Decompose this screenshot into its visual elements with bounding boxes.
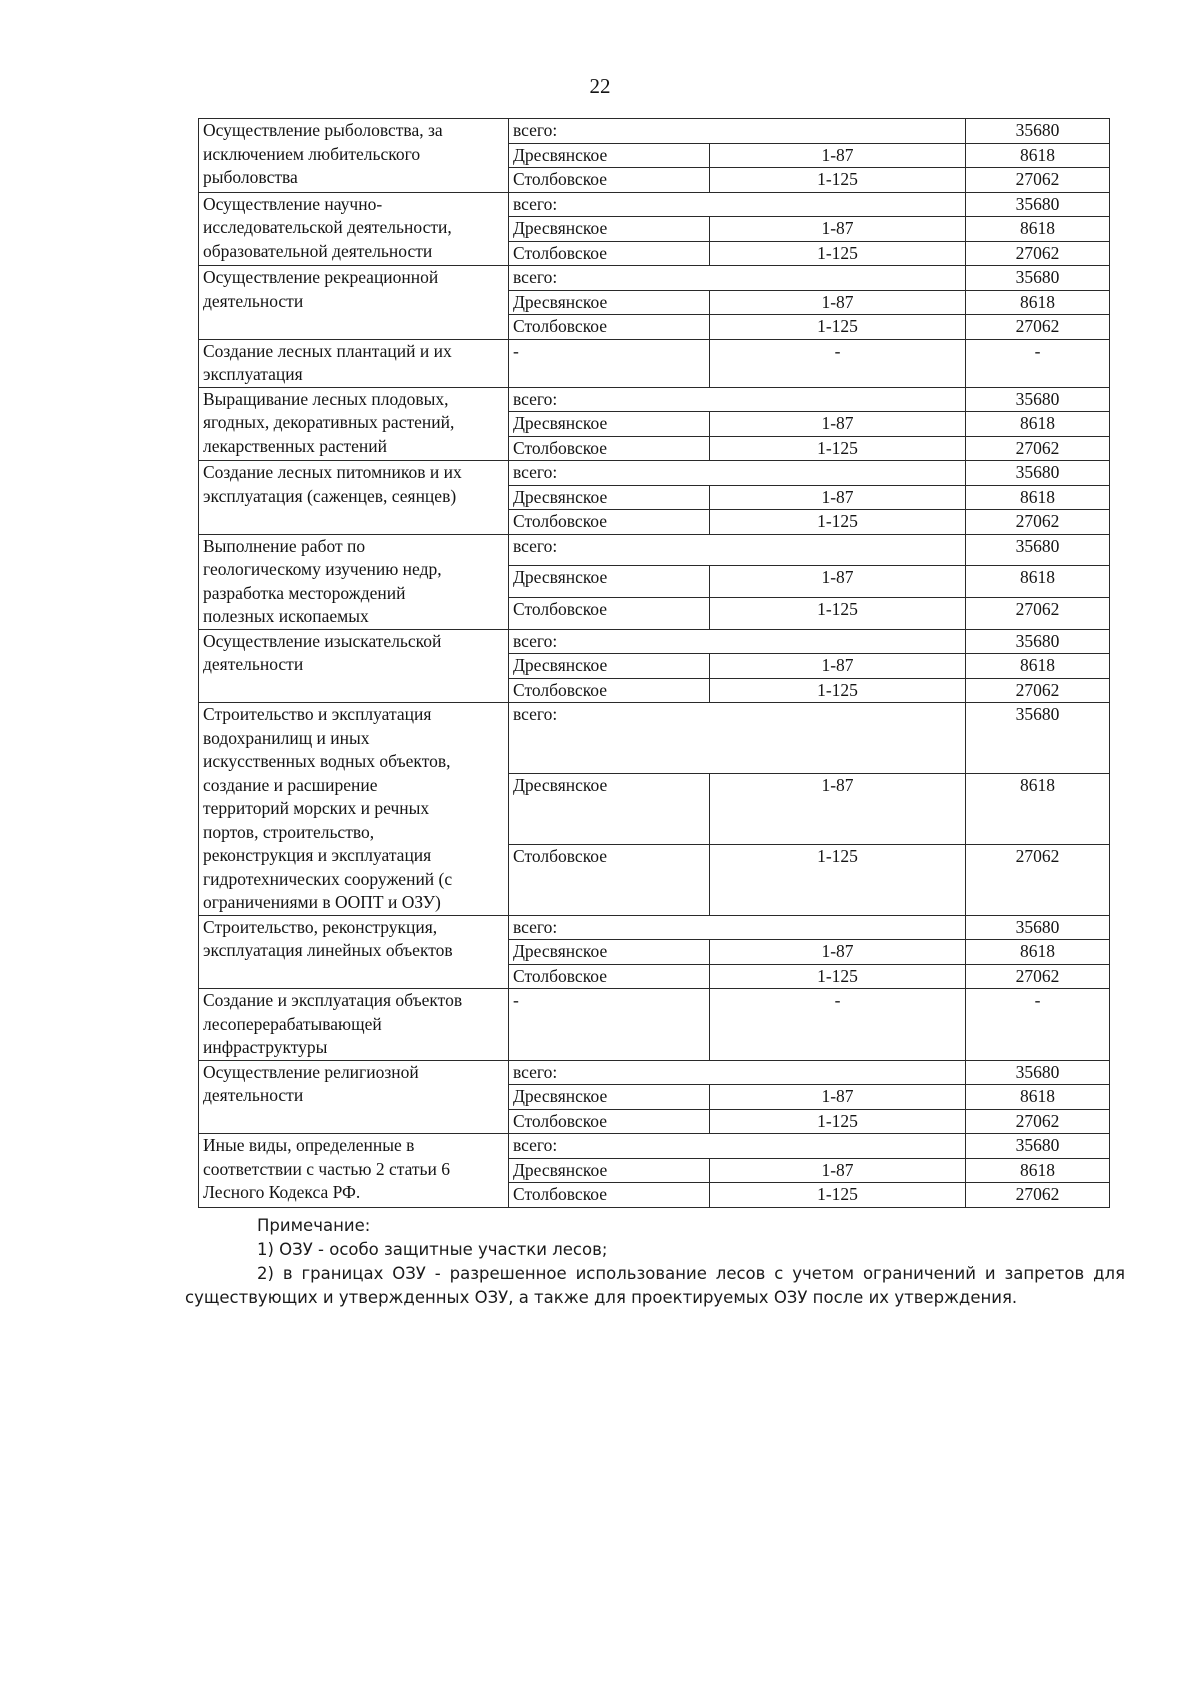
total-label: всего: [509, 387, 966, 412]
activity-line: Осуществление изыскательской [203, 630, 442, 651]
forestry-name: Дресвянское [509, 1085, 710, 1110]
activity-line: портов, строительство, [203, 821, 375, 842]
table-row [199, 1134, 1110, 1159]
activity-cell [199, 119, 509, 193]
total-label: всего: [509, 915, 966, 940]
quarter-range: 1-87 [710, 290, 966, 315]
area-value: 27062 [966, 964, 1110, 989]
forestry-name: Дресвянское [509, 217, 710, 242]
area-value: 27062 [966, 844, 1110, 915]
total-value: 35680 [966, 119, 1110, 144]
area-value: 8618 [966, 143, 1110, 168]
forestry-name: Дресвянское [509, 1158, 710, 1183]
area-value: 27062 [966, 315, 1110, 340]
forestry-name: Дресвянское [509, 654, 710, 679]
dash-cell: - [966, 339, 1110, 387]
forestry-name: Столбовское [509, 1183, 710, 1208]
dash-cell: - [509, 339, 710, 387]
activity-cell [199, 629, 509, 703]
note-item: 2) в границах ОЗУ - разрешенное использование лесов с учетом ограничений и запретов для существующих и утвержденных ОЗУ, а также для проектируемых ОЗУ после их утверждения. [185, 1264, 1125, 1307]
area-value: 8618 [966, 412, 1110, 437]
activity-line: Строительство и эксплуатация [203, 704, 432, 724]
total-label: всего: [509, 192, 966, 217]
activity-cell [199, 1134, 509, 1208]
dash-cell: - [509, 989, 710, 1061]
area-value: 8618 [966, 1158, 1110, 1183]
activity-line: лекарственных растений [203, 435, 388, 456]
activity-line: Создание лесных питомников и их [203, 462, 462, 482]
quarter-range: 1-87 [710, 412, 966, 437]
area-value: 27062 [966, 168, 1110, 193]
total-value: 35680 [966, 266, 1110, 291]
activity-line: рыболовства [203, 167, 298, 187]
forestry-name: Столбовское [509, 168, 710, 193]
quarter-range: 1-125 [710, 964, 966, 989]
forest-use-table [198, 118, 1110, 1208]
dash-cell: - [966, 989, 1110, 1061]
activity-line: эксплуатация [203, 364, 303, 384]
quarter-range: 1-87 [710, 773, 966, 844]
activity-line: Осуществление рыболовства, за [203, 120, 443, 140]
total-label: всего: [509, 629, 966, 654]
note-item: 1) ОЗУ - особо защитные участки лесов; [257, 1240, 608, 1259]
table-row [199, 989, 1110, 1061]
activity-line: Осуществление научно- [203, 193, 383, 214]
activity-line: Выращивание лесных плодовых, [203, 388, 449, 409]
activity-line: деятельности [203, 654, 304, 674]
total-value: 35680 [966, 534, 1110, 566]
quarter-range: 1-125 [710, 678, 966, 703]
area-value: 8618 [966, 217, 1110, 242]
table-row [199, 915, 1110, 940]
total-value: 35680 [966, 1060, 1110, 1085]
quarter-range: 1-87 [710, 654, 966, 679]
quarter-range: 1-125 [710, 844, 966, 915]
activity-line: эксплуатация линейных объектов [203, 940, 453, 960]
activity-line: Иные виды, определенные в [203, 1135, 415, 1155]
activity-line: Осуществление рекреационной [203, 267, 439, 287]
total-value: 35680 [966, 1134, 1110, 1159]
area-value: 27062 [966, 241, 1110, 266]
area-value: 27062 [966, 678, 1110, 703]
forestry-name: Столбовское [509, 678, 710, 703]
table-row [199, 192, 1110, 217]
area-value: 27062 [966, 510, 1110, 535]
quarter-range: 1-87 [710, 217, 966, 242]
activity-line: ягодных, декоративных растений, [203, 412, 455, 432]
activity-cell [199, 703, 509, 916]
quarter-range: 1-125 [710, 436, 966, 461]
table-row [199, 461, 1110, 486]
activity-cell [199, 1060, 509, 1134]
table-row [199, 266, 1110, 291]
activity-line: Лесного Кодекса РФ. [203, 1182, 361, 1202]
forestry-name: Столбовское [509, 241, 710, 266]
total-value: 35680 [966, 915, 1110, 940]
forestry-name: Столбовское [509, 510, 710, 535]
activity-line: деятельности [203, 290, 304, 311]
activity-line: инфраструктуры [203, 1037, 328, 1057]
activity-line: Выполнение работ по [203, 535, 366, 556]
table-row [199, 119, 1110, 144]
activity-line: исследовательской деятельности, [203, 217, 452, 237]
table-row [199, 339, 1110, 387]
area-value: 8618 [966, 566, 1110, 598]
forestry-name: Дресвянское [509, 412, 710, 437]
table-row [199, 534, 1110, 566]
total-value: 35680 [966, 387, 1110, 412]
total-label: всего: [509, 461, 966, 486]
quarter-range: 1-125 [710, 597, 966, 629]
activity-cell [199, 461, 509, 535]
forestry-name: Дресвянское [509, 485, 710, 510]
area-value: 27062 [966, 1109, 1110, 1134]
activity-line: Осуществление религиозной [203, 1061, 419, 1082]
total-label: всего: [509, 703, 966, 774]
forestry-name: Дресвянское [509, 566, 710, 598]
activity-line: эксплуатация (саженцев, сеянцев) [203, 485, 457, 506]
activity-line: гидротехнических сооружений (с [203, 868, 453, 889]
total-value: 35680 [966, 703, 1110, 774]
area-value: 8618 [966, 773, 1110, 844]
activity-cell [199, 915, 509, 989]
forestry-name: Столбовское [509, 436, 710, 461]
forestry-name: Столбовское [509, 597, 710, 629]
dash-cell: - [710, 989, 966, 1061]
quarter-range: 1-125 [710, 241, 966, 266]
quarter-range: 1-125 [710, 1109, 966, 1134]
forestry-name: Столбовское [509, 844, 710, 915]
activity-cell [199, 266, 509, 340]
activity-cell [199, 192, 509, 266]
total-label: всего: [509, 534, 966, 566]
activity-line: соответствии с частью 2 статьи 6 [203, 1158, 450, 1179]
area-value: 8618 [966, 1085, 1110, 1110]
area-value: 8618 [966, 290, 1110, 315]
activity-cell [199, 387, 509, 461]
page-number: 22 [589, 74, 611, 98]
area-value: 27062 [966, 597, 1110, 629]
quarter-range: 1-125 [710, 315, 966, 340]
quarter-range: 1-125 [710, 510, 966, 535]
forestry-name: Дресвянское [509, 773, 710, 844]
activity-line: исключением любительского [203, 143, 421, 164]
activity-line: разработка месторождений [203, 582, 406, 603]
total-label: всего: [509, 119, 966, 144]
area-value: 27062 [966, 436, 1110, 461]
total-label: всего: [509, 1060, 966, 1085]
area-value: 8618 [966, 940, 1110, 965]
activity-line: Создание и эксплуатация объектов [203, 990, 463, 1010]
activity-line: водохранилищ и иных [203, 727, 370, 748]
quarter-range: 1-87 [710, 566, 966, 598]
activity-line: Строительство, реконструкция, [203, 916, 438, 937]
forestry-name: Столбовское [509, 964, 710, 989]
activity-line: полезных ископаемых [203, 606, 369, 626]
forestry-name: Дресвянское [509, 940, 710, 965]
table-row [199, 703, 1110, 774]
quarter-range: 1-87 [710, 940, 966, 965]
activity-line: реконструкция и эксплуатация [203, 845, 432, 865]
total-label: всего: [509, 266, 966, 291]
activity-line: геологическому изучению недр, [203, 559, 442, 579]
total-label: всего: [509, 1134, 966, 1159]
forestry-name: Столбовское [509, 315, 710, 340]
activity-line: образовательной деятельности [203, 240, 433, 261]
table-row [199, 387, 1110, 412]
activity-line: лесоперерабатывающей [203, 1013, 382, 1034]
forestry-name: Дресвянское [509, 290, 710, 315]
quarter-range: 1-125 [710, 1183, 966, 1208]
activity-line: искусственных водных объектов, [203, 751, 451, 771]
activity-line: Создание лесных плантаций и их [203, 340, 452, 361]
activity-line: создание и расширение [203, 774, 378, 795]
total-value: 35680 [966, 629, 1110, 654]
activity-line: ограничениями в ООПТ и ОЗУ) [203, 892, 441, 912]
total-value: 35680 [966, 192, 1110, 217]
area-value: 8618 [966, 654, 1110, 679]
forestry-name: Столбовское [509, 1109, 710, 1134]
quarter-range: 1-125 [710, 168, 966, 193]
activity-line: территорий морских и речных [203, 798, 430, 818]
note-block [185, 1214, 1125, 1310]
note-title: Примечание: [257, 1216, 371, 1235]
forestry-name: Дресвянское [509, 143, 710, 168]
activity-cell [199, 989, 509, 1061]
area-value: 27062 [966, 1183, 1110, 1208]
quarter-range: 1-87 [710, 143, 966, 168]
quarter-range: 1-87 [710, 1158, 966, 1183]
table-row [199, 629, 1110, 654]
area-value: 8618 [966, 485, 1110, 510]
dash-cell: - [710, 339, 966, 387]
total-value: 35680 [966, 461, 1110, 486]
table-row [199, 1060, 1110, 1085]
activity-cell [199, 339, 509, 387]
activity-cell [199, 534, 509, 629]
quarter-range: 1-87 [710, 485, 966, 510]
quarter-range: 1-87 [710, 1085, 966, 1110]
activity-line: деятельности [203, 1085, 304, 1105]
